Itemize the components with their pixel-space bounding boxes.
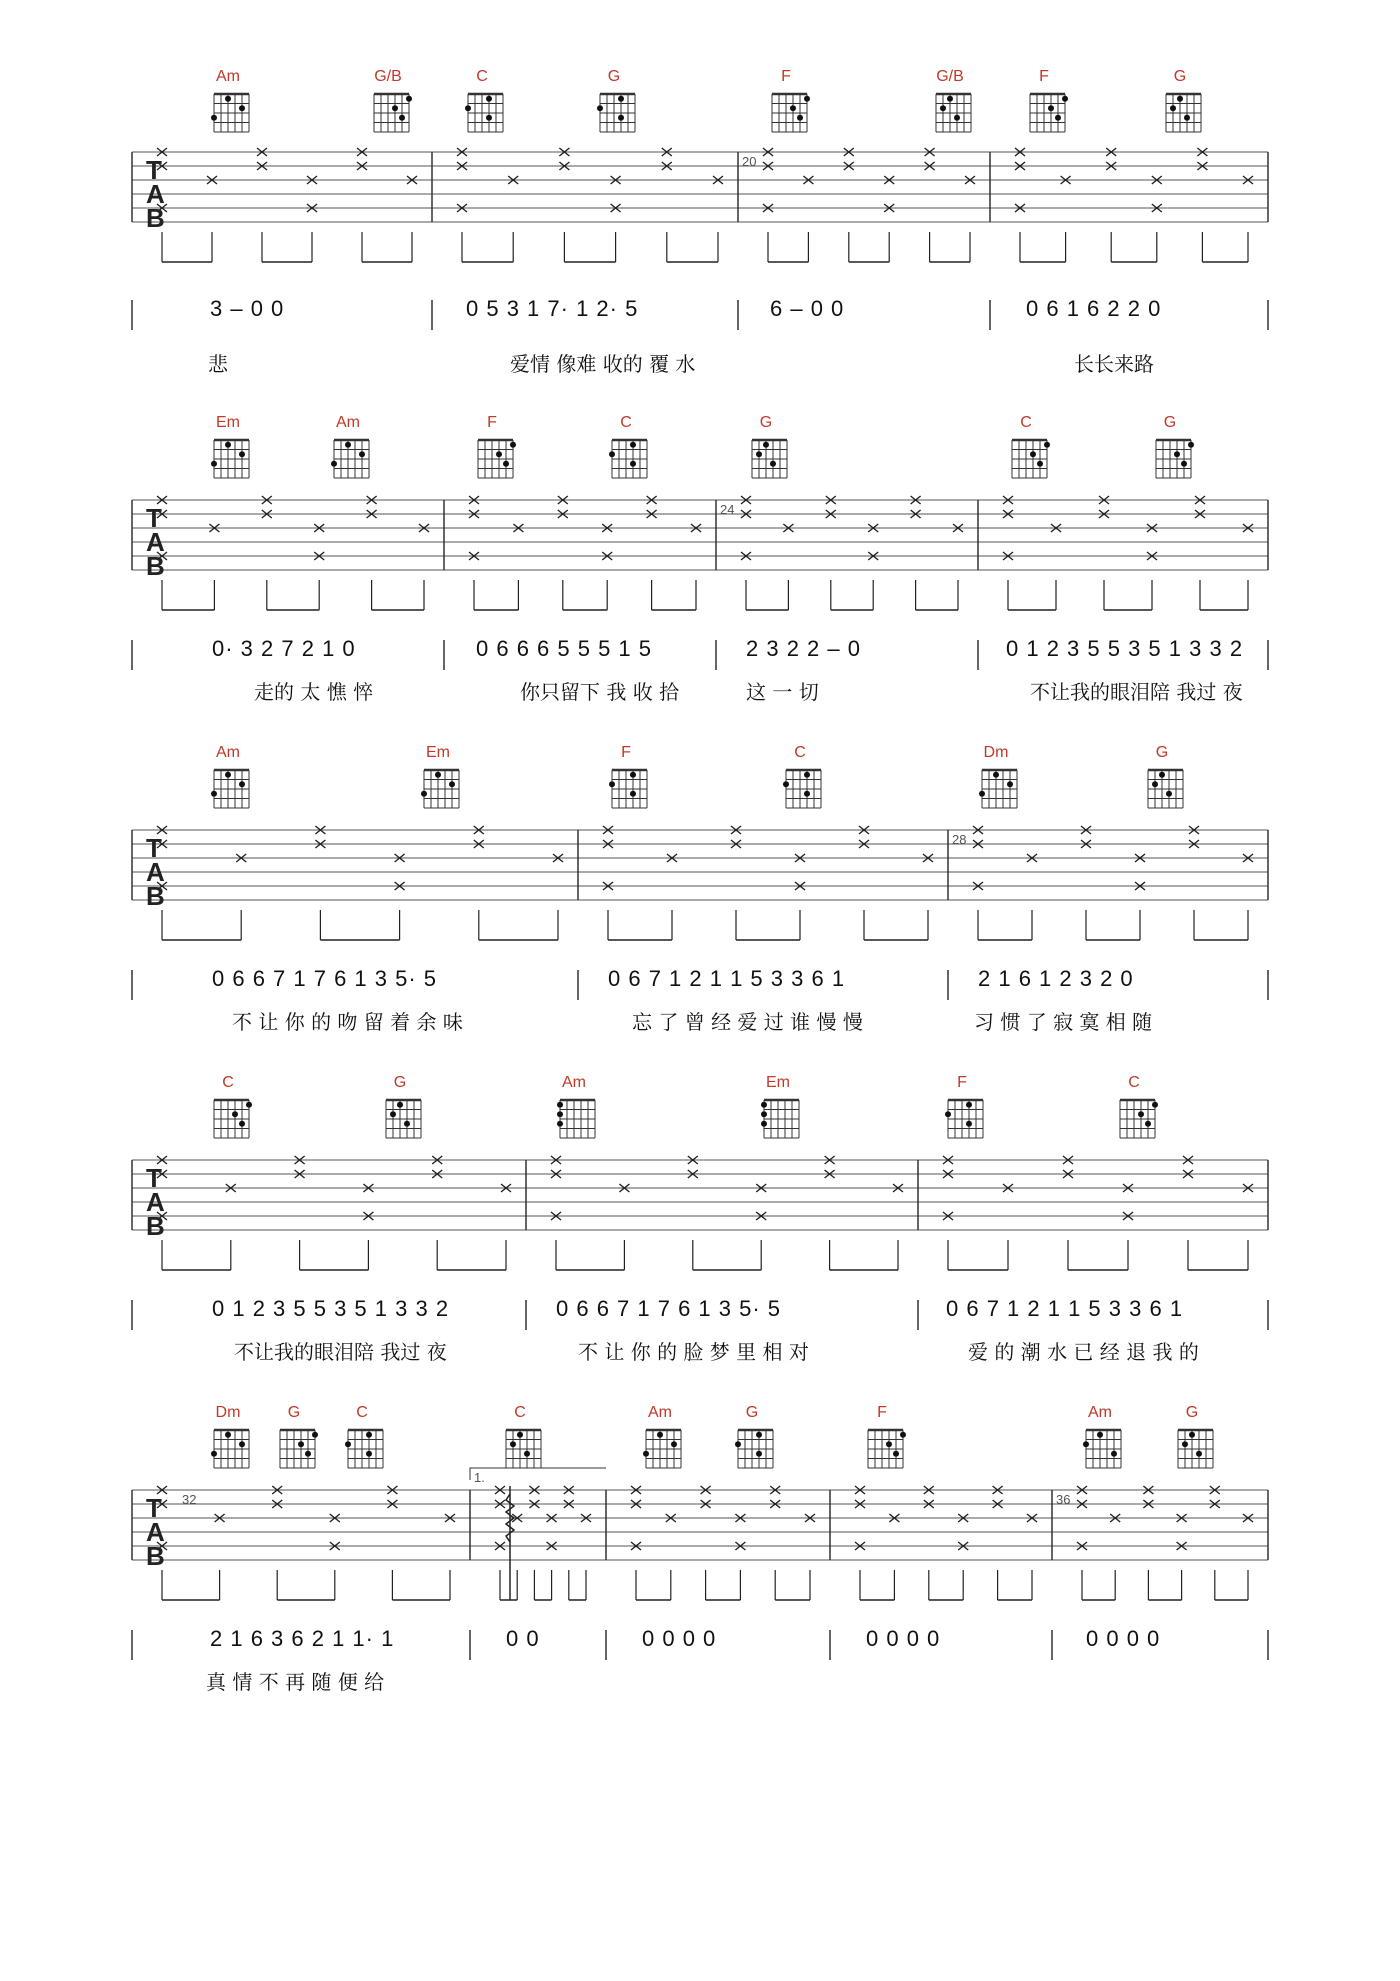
lyric-line: 忘 了 曾 经 爱 过 谁 慢 慢	[632, 1010, 863, 1034]
lyric-line: 不让我的眼泪陪 我过 夜	[234, 1340, 447, 1364]
chord-diagram	[382, 1096, 426, 1142]
tab-strokes-5	[157, 1486, 1253, 1600]
measure-number: 36	[1056, 1492, 1071, 1507]
lyric-line: 爱情 像难 收的 覆 水	[510, 352, 696, 376]
chord-diagram	[210, 1096, 254, 1142]
jianpu-measure: 0· 3 2 7 2 1 0	[212, 636, 356, 661]
chord-name: Am	[648, 1404, 672, 1421]
jianpu-measure: 0 6 1 6 2 2 0	[1026, 296, 1162, 321]
jianpu-measure: 6 – 0 0	[770, 296, 845, 321]
chord-name: Em	[766, 1074, 790, 1091]
jianpu-measure: 0 0 0 0	[642, 1626, 717, 1651]
chord-diagram	[344, 1426, 388, 1472]
jianpu-measure: 0 6 6 7 1 7 6 1 3 5· 5	[212, 966, 438, 991]
chord-name: G	[1185, 1404, 1199, 1421]
chord-name: F	[781, 68, 791, 85]
chord-name: G	[759, 414, 773, 431]
tab-clef: T A B	[146, 155, 165, 233]
chord-name: F	[621, 744, 631, 761]
chord-name: Am	[1088, 1404, 1112, 1421]
tab-strokes-4	[157, 1156, 1253, 1270]
score-system-3	[0, 720, 1400, 1050]
chord-name: Am	[216, 744, 240, 761]
jianpu-measure: 2 3 2 2 – 0	[746, 636, 861, 661]
chord-name: Dm	[215, 1404, 241, 1421]
chord-name: G	[1173, 68, 1187, 85]
lyric-line: 不让我的眼泪陪 我过 夜	[1030, 680, 1243, 704]
jianpu-measure: 0 6 6 7 1 7 6 1 3 5· 5	[556, 1296, 782, 1321]
chord-name: C	[514, 1404, 526, 1421]
chord-diagram	[210, 90, 254, 136]
chord-name: Dm	[983, 744, 1009, 761]
chord-name: G	[745, 1404, 759, 1421]
chord-diagram	[1162, 90, 1206, 136]
jianpu-measure: 2 1 6 1 2 3 2 0	[978, 966, 1134, 991]
chord-diagram	[370, 90, 414, 136]
chord-name: F	[487, 414, 497, 431]
chord-diagram	[1008, 436, 1052, 482]
jianpu-measure: 3 – 0 0	[210, 296, 285, 321]
tab-clef: T A B	[146, 1163, 165, 1241]
tab-clef: T A B	[146, 503, 165, 581]
score-system-1	[0, 60, 1400, 390]
lyric-line: 不 让 你 的 吻 留 着 余 味	[232, 1010, 463, 1034]
chord-name: Em	[216, 414, 240, 431]
score-system-4	[0, 1050, 1400, 1380]
chord-diagram	[608, 436, 652, 482]
chord-diagram	[1116, 1096, 1160, 1142]
chord-name: G/B	[374, 68, 402, 85]
measure-number: 20	[742, 154, 757, 169]
chord-diagram	[210, 1426, 254, 1472]
chord-diagram	[760, 1096, 804, 1142]
lyric-line: 不 让 你 的 脸 梦 里 相 对	[578, 1340, 809, 1364]
tab-strokes-3	[157, 826, 1253, 940]
chord-diagram	[1144, 766, 1188, 812]
tab-clef: T A B	[146, 833, 165, 911]
chord-name: Em	[426, 744, 450, 761]
chord-diagram	[1026, 90, 1070, 136]
chord-name: Am	[562, 1074, 586, 1091]
chord-name: G	[1163, 414, 1177, 431]
chord-name: C	[222, 1074, 234, 1091]
chord-name: G	[1155, 744, 1169, 761]
jianpu-measure: 0 0 0 0	[866, 1626, 941, 1651]
chord-name: G	[287, 1404, 301, 1421]
chord-name: C	[476, 68, 488, 85]
chord-diagram	[330, 436, 374, 482]
lyric-line: 长长来路	[1074, 352, 1154, 376]
chord-diagram	[464, 90, 508, 136]
chord-name: G/B	[936, 68, 964, 85]
chord-diagram	[596, 90, 640, 136]
chord-name: Am	[336, 414, 360, 431]
chord-diagram	[1174, 1426, 1218, 1472]
chord-diagram	[1152, 436, 1196, 482]
chord-diagram	[210, 436, 254, 482]
lyric-line: 真 情 不 再 随 便 给	[206, 1670, 385, 1694]
chord-diagram	[556, 1096, 600, 1142]
chord-diagram	[734, 1426, 778, 1472]
chord-diagram	[502, 1426, 546, 1472]
jianpu-measure: 0 6 7 1 2 1 1 5 3 3 6 1	[608, 966, 846, 991]
chord-name: G	[393, 1074, 407, 1091]
chord-name: C	[356, 1404, 368, 1421]
tab-strokes-1	[157, 148, 1253, 262]
measure-number: 24	[720, 502, 735, 517]
jianpu-measure: 0 0	[506, 1626, 540, 1651]
jianpu-measure: 0 1 2 3 5 5 3 5 1 3 3 2	[212, 1296, 450, 1321]
jianpu-measure: 0 0 0 0	[1086, 1626, 1161, 1651]
chord-name: C	[794, 744, 806, 761]
chord-diagram	[1082, 1426, 1126, 1472]
chord-diagram	[864, 1426, 908, 1472]
arpeggio-mark	[506, 1486, 514, 1600]
lyric-line: 这 一 切	[746, 680, 819, 704]
measure-number: 32	[182, 1492, 197, 1507]
lyric-line: 你只留下 我 收 拾	[520, 680, 680, 704]
chord-name: C	[1128, 1074, 1140, 1091]
chord-diagram	[768, 90, 812, 136]
chord-name: C	[1020, 414, 1032, 431]
chord-name: Am	[216, 68, 240, 85]
tab-strokes-2	[157, 496, 1253, 610]
lyric-line: 悲	[208, 352, 228, 376]
chord-name: C	[620, 414, 632, 431]
chord-diagram	[748, 436, 792, 482]
chord-diagram	[608, 766, 652, 812]
chord-diagram	[782, 766, 826, 812]
lyric-line: 走的 太 憔 悴	[254, 680, 374, 704]
jianpu-measure: 0 1 2 3 5 5 3 5 1 3 3 2	[1006, 636, 1244, 661]
chord-name: G	[607, 68, 621, 85]
measure-number: 28	[952, 832, 967, 847]
lyric-line: 爱 的 潮 水 已 经 退 我 的	[968, 1340, 1199, 1364]
chord-diagram	[642, 1426, 686, 1472]
chord-diagram	[474, 436, 518, 482]
jianpu-measure: 0 6 6 6 5 5 5 1 5	[476, 636, 653, 661]
volta-bracket: 1.	[474, 1470, 485, 1485]
chord-diagram	[420, 766, 464, 812]
jianpu-measure: 0 5 3 1 7· 1 2· 5	[466, 296, 639, 321]
chord-diagram	[276, 1426, 320, 1472]
tab-clef: T A B	[146, 1493, 165, 1571]
chord-name: F	[1039, 68, 1049, 85]
lyric-line: 习 惯 了 寂 寞 相 随	[974, 1010, 1153, 1034]
jianpu-measure: 0 6 7 1 2 1 1 5 3 3 6 1	[946, 1296, 1184, 1321]
chord-name: F	[957, 1074, 967, 1091]
chord-diagram	[978, 766, 1022, 812]
jianpu-measure: 2 1 6 3 6 2 1 1· 1	[210, 1626, 395, 1651]
chord-diagram	[932, 90, 976, 136]
chord-name: F	[877, 1404, 887, 1421]
chord-diagram	[944, 1096, 988, 1142]
chord-diagram	[210, 766, 254, 812]
score-system-5	[0, 1380, 1400, 1710]
score-system-2	[0, 390, 1400, 720]
